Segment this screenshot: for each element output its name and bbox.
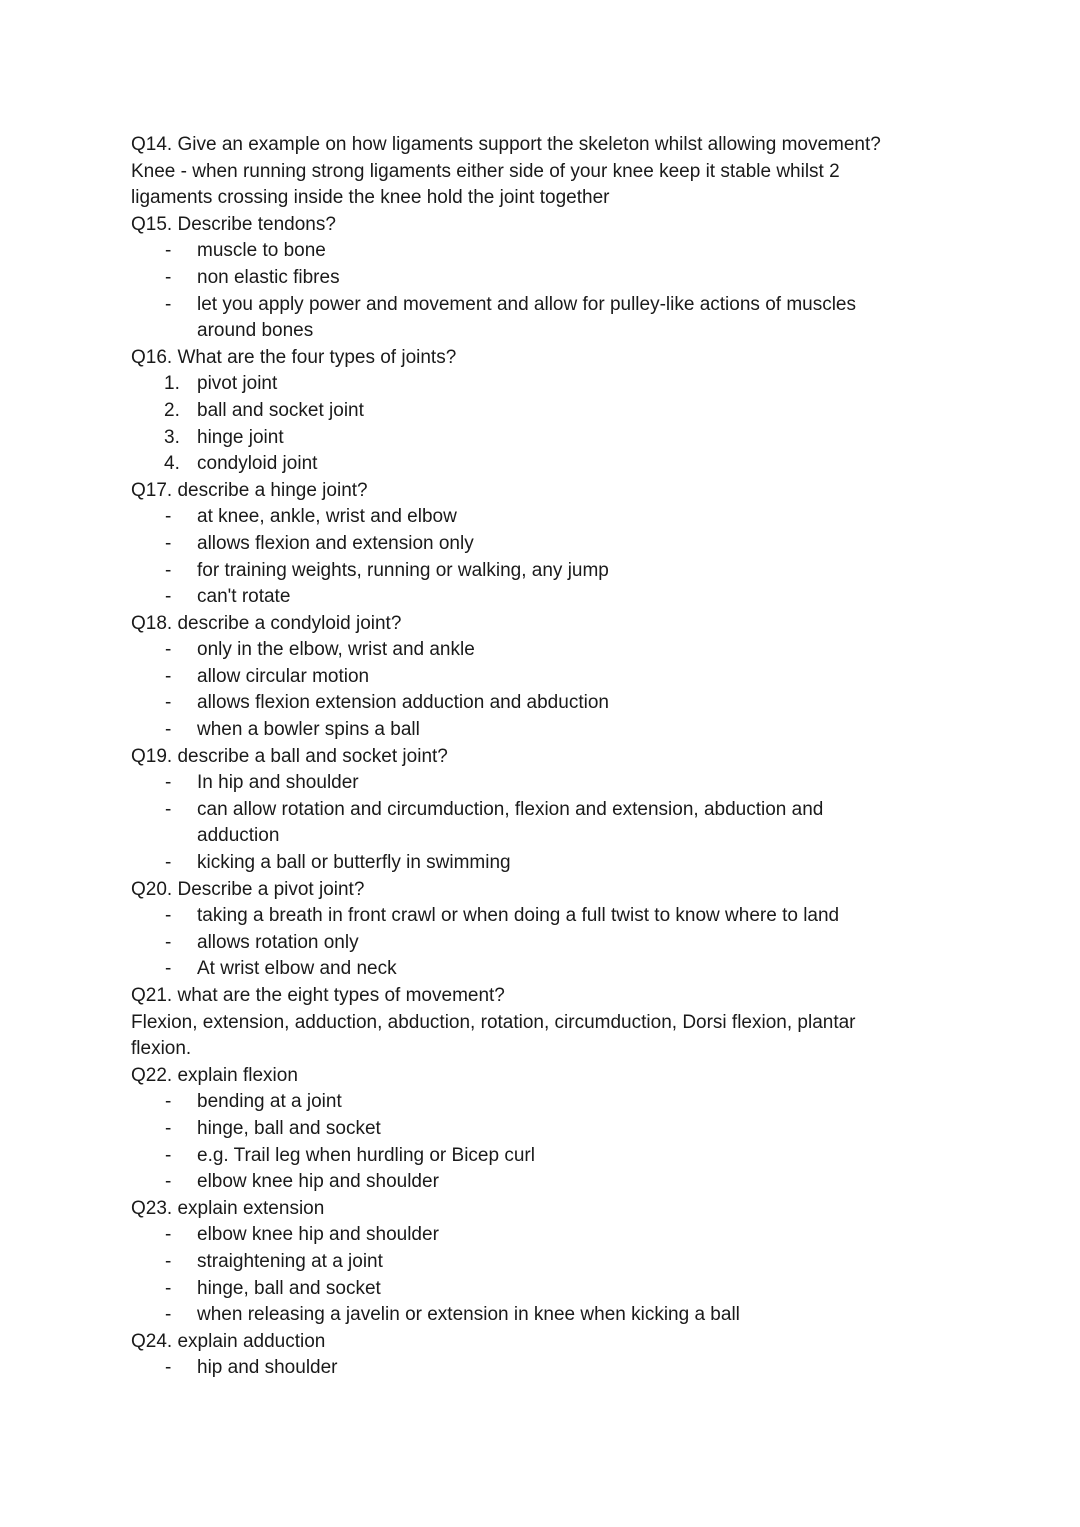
answer-line: flexion.	[131, 1038, 192, 1060]
question-q19: Q19. describe a ball and socket joint?	[131, 745, 448, 767]
bullet-item: - elbow knee hip and shoulder	[131, 1222, 951, 1249]
bullet-item: - allows rotation only	[131, 930, 951, 957]
bullet-item: - when a bowler spins a ball	[131, 717, 951, 744]
question-q21: Q21. what are the eight types of movement?	[131, 985, 505, 1006]
bullet-item: - elbow knee hip and shoulder	[131, 1169, 951, 1196]
bullet-item: - allows flexion and extension only	[131, 531, 951, 558]
item-text: condyloid joint	[197, 453, 318, 475]
answer-line: Knee - when running strong ligaments either side of your knee keep it stable whilst 2	[131, 160, 840, 182]
bullet-list	[131, 637, 951, 743]
bullet-list	[131, 1089, 951, 1195]
question-q16: Q16. What are the four types of joints?	[131, 346, 457, 368]
bullet-item: - let you apply power and movement and allow for pulley-like actions of muscles around bones	[131, 292, 897, 345]
item-number: 2.	[164, 399, 180, 421]
bullet-item: - muscle to bone	[131, 238, 951, 265]
bullet-item: - allow circular motion	[131, 664, 951, 691]
bullet-item: - taking a breath in front crawl or when doing a full twist to know where to land	[131, 903, 951, 930]
bullet-item: - hinge, ball and socket	[131, 1276, 951, 1303]
numbered-item	[131, 398, 951, 425]
bullet-item: - can't rotate	[131, 584, 951, 611]
item-text: ball and socket joint	[197, 399, 364, 421]
bullet-item: - kicking a ball or butterfly in swimming	[131, 850, 951, 877]
bullet-item: - At wrist elbow and neck	[131, 956, 951, 983]
item-number: 3.	[164, 426, 180, 448]
item-text: hinge joint	[197, 426, 284, 448]
question-q24: Q24. explain adduction	[131, 1330, 326, 1352]
question-q14: Q14. Give an example on how ligaments support the skeleton whilst allowing movement?	[131, 134, 881, 155]
bullet-item: - non elastic fibres	[131, 265, 951, 292]
bullet-item: - for training weights, running or walking, any jump	[131, 558, 951, 585]
bullet-list	[131, 504, 951, 610]
bullet-list	[131, 903, 951, 983]
bullet-list	[131, 770, 951, 876]
question-q17: Q17. describe a hinge joint?	[131, 479, 368, 501]
bullet-list	[131, 1222, 951, 1328]
question-q23: Q23. explain extension	[131, 1197, 325, 1219]
answer-line: ligaments crossing inside the knee hold the joint together	[131, 187, 610, 209]
question-q18: Q18. describe a condyloid joint?	[131, 612, 402, 634]
bullet-item: - hip and shoulder	[131, 1355, 951, 1382]
bullet-item: - bending at a joint	[131, 1089, 951, 1116]
numbered-item	[131, 425, 951, 452]
bullet-item: - allows flexion extension adduction and abduction	[131, 690, 951, 717]
bullet-list	[131, 1355, 951, 1382]
question-q20: Q20. Describe a pivot joint?	[131, 878, 365, 900]
numbered-list	[131, 371, 951, 477]
item-number: 4.	[164, 453, 180, 475]
question-q22: Q22. explain flexion	[131, 1064, 298, 1086]
bullet-item: - e.g. Trail leg when hurdling or Bicep curl	[131, 1143, 951, 1170]
bullet-item: - only in the elbow, wrist and ankle	[131, 637, 951, 664]
answer-line: Flexion, extension, adduction, abduction, rotation, circumduction, Dorsi flexion, plantar	[131, 1011, 856, 1033]
bullet-item: - can allow rotation and circumduction, flexion and extension, abduction and adduction	[131, 797, 897, 850]
question-q15: Q15. Describe tendons?	[131, 213, 336, 235]
numbered-item	[131, 451, 951, 478]
numbered-item	[131, 371, 951, 398]
item-text: pivot joint	[197, 373, 278, 395]
bullet-list	[131, 238, 951, 344]
bullet-item: - straightening at a joint	[131, 1249, 951, 1276]
document-page	[131, 132, 951, 1382]
item-number: 1.	[164, 373, 180, 395]
bullet-item: - at knee, ankle, wrist and elbow	[131, 504, 951, 531]
bullet-item: - when releasing a javelin or extension in knee when kicking a ball	[131, 1302, 951, 1329]
bullet-item: - In hip and shoulder	[131, 770, 951, 797]
bullet-item: - hinge, ball and socket	[131, 1116, 951, 1143]
